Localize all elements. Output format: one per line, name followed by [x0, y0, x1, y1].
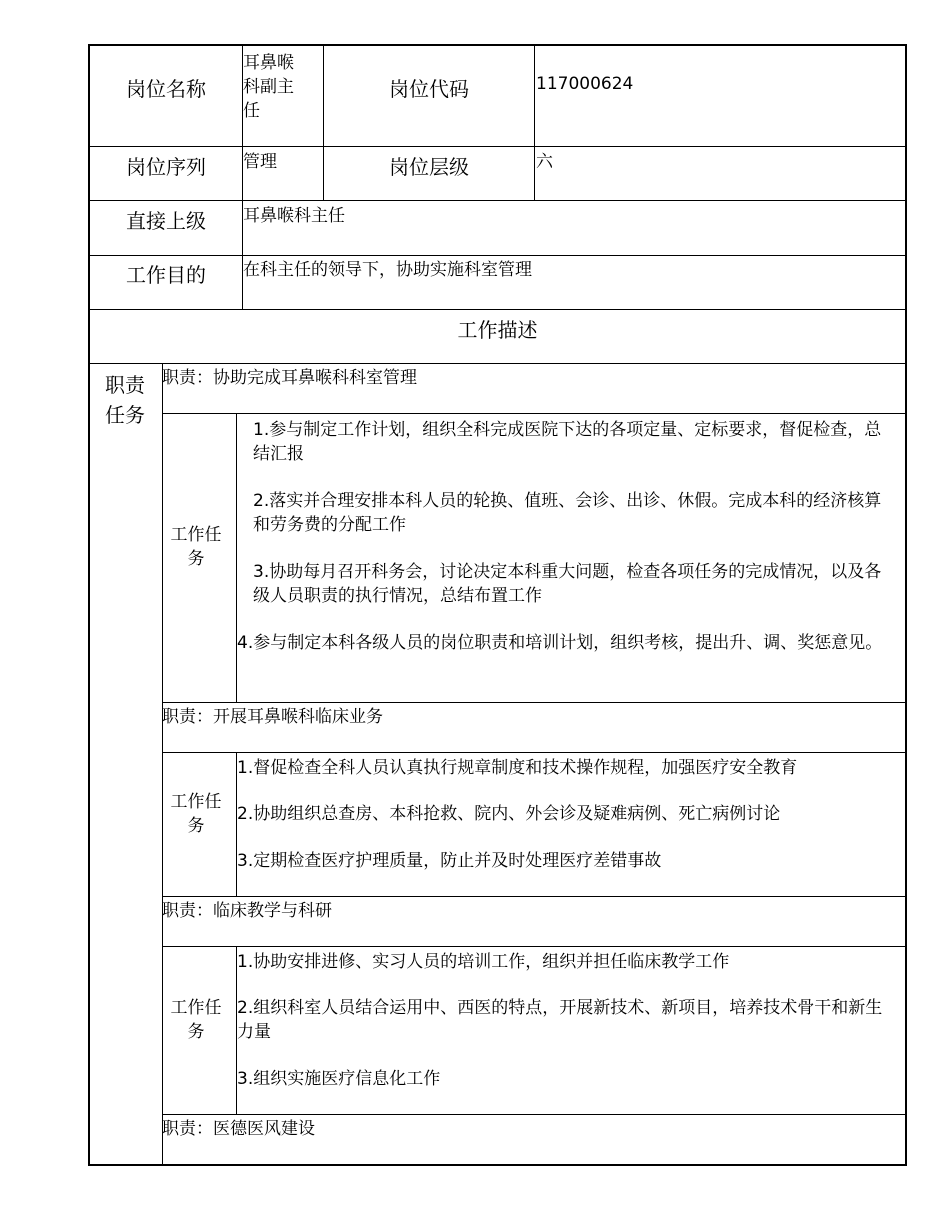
task-item: 2.协助组织总查房、本科抢救、院内、外会诊及疑难病例、死亡病例讨论: [237, 804, 781, 824]
position-code-value: 117000624: [536, 74, 634, 94]
position-name-value: 耳鼻喉科副主任: [243, 53, 294, 121]
table-border-bottom: [88, 1164, 907, 1166]
task-label: 工作任务: [170, 525, 222, 569]
col-divider: [534, 44, 535, 201]
superior-value: 耳鼻喉科主任: [243, 206, 345, 226]
task-item: 2.落实并合理安排本科人员的轮换、值班、会诊、出诊、休假。完成本科的经济核算和劳务费的分配工作: [253, 491, 882, 535]
task-item: 1.参与制定工作计划，组织全科完成医院下达的各项定量、定标要求，督促检查，总结汇报: [253, 420, 882, 464]
table-border-right: [905, 44, 907, 1166]
duty-title: 职责：开展耳鼻喉科临床业务: [162, 707, 383, 727]
task-item: 3.协助每月召开科务会，讨论决定本科重大问题，检查各项任务的完成情况，以及各级人员职责的执行情况，总结布置工作: [253, 562, 882, 606]
sequence-label: 岗位序列: [126, 155, 206, 179]
row-divider: [162, 1114, 907, 1115]
task-label: 工作任务: [170, 998, 222, 1042]
level-value: 六: [536, 152, 553, 172]
task-item: 3.组织实施医疗信息化工作: [237, 1069, 441, 1089]
level-label: 岗位层级: [389, 155, 469, 179]
duty-title: 职责：医德医风建设: [162, 1119, 315, 1139]
col-divider: [162, 363, 163, 1165]
position-code-label: 岗位代码: [389, 77, 469, 101]
goal-label: 工作目的: [126, 263, 206, 287]
row-divider: [162, 413, 907, 414]
row-divider: [162, 752, 907, 753]
row-divider: [88, 255, 907, 256]
task-item: 2.组织科室人员结合运用中、西医的特点，开展新技术、新项目，培养技术骨干和新生力量: [237, 998, 883, 1042]
task-item: 1.协助安排进修、实习人员的培训工作，组织并担任临床教学工作: [237, 952, 730, 972]
task-item: 3.定期检查医疗护理质量，防止并及时处理医疗差错事故: [237, 851, 662, 871]
row-divider: [162, 702, 907, 703]
description-title: 工作描述: [457, 318, 538, 342]
task-item: 4.参与制定本科各级人员的岗位职责和培训计划，组织考核，提出升、调、奖惩意见。: [237, 633, 883, 653]
duty-title: 职责：协助完成耳鼻喉科科室管理: [162, 368, 417, 388]
col-divider: [236, 413, 237, 703]
duty-title: 职责：临床教学与科研: [162, 901, 332, 921]
task-label: 工作任务: [170, 792, 222, 836]
row-divider: [88, 309, 907, 310]
row-divider: [88, 363, 907, 364]
task-item: 1.督促检查全科人员认真执行规章制度和技术操作规程，加强医疗安全教育: [237, 758, 798, 778]
duty-section-label: 职责任务: [105, 373, 145, 427]
goal-value: 在科主任的领导下，协助实施科室管理: [243, 260, 532, 280]
superior-label: 直接上级: [126, 209, 206, 233]
position-name-label: 岗位名称: [126, 77, 206, 101]
sequence-value: 管理: [243, 152, 277, 172]
row-divider: [162, 896, 907, 897]
row-divider: [88, 200, 907, 201]
table-border-top: [88, 44, 907, 46]
row-divider: [162, 946, 907, 947]
row-divider: [88, 146, 907, 147]
